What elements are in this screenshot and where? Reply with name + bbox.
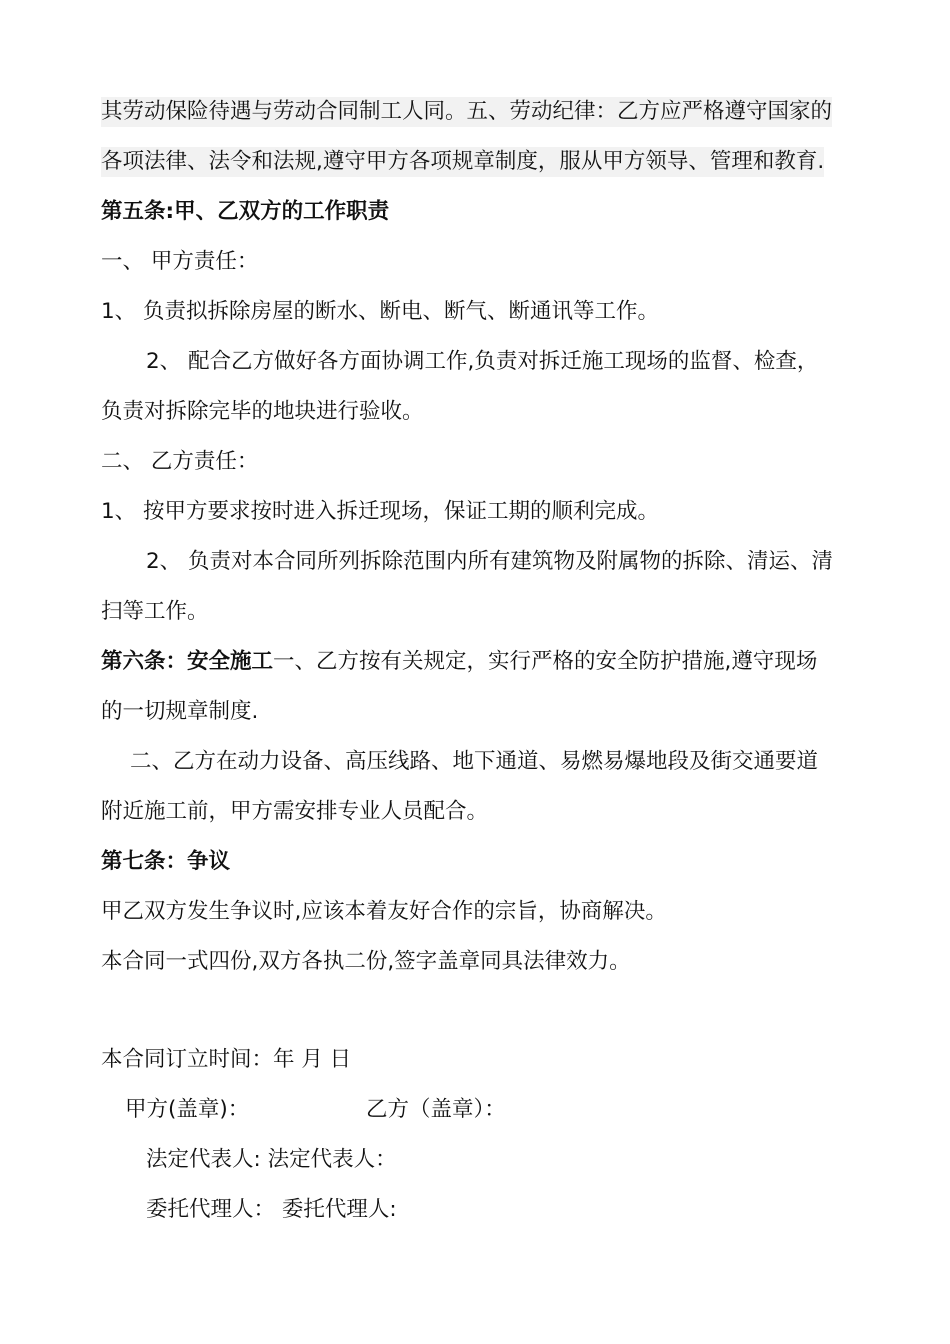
legal-representatives: 法定代表人: 法定代表人：	[146, 1147, 397, 1172]
party-a-seal: 甲方(盖章)：	[125, 1097, 250, 1122]
party-a-item-2: 2、 配合乙方做好各方面协调工作,负责对拆迁施工现场的监督、检查，	[146, 349, 819, 374]
article-6-clause-1: 一、乙方按有关规定，实行严格的安全防护措施,遵守现场	[273, 649, 818, 674]
party-a-item-2-continued: 负责对拆除完毕的地块进行验收。	[101, 399, 424, 424]
copies-clause: 本合同一式四份,双方各执二份,签字盖章同具法律效力。	[101, 949, 631, 974]
article-5-heading: 第五条:甲、乙双方的工作职责	[101, 199, 390, 224]
article-6-heading: 第六条：安全施工	[101, 649, 274, 674]
party-a-responsibility-heading: 一、 甲方责任：	[101, 249, 259, 274]
paragraph-line-2: 各项法律、法令和法规,遵守甲方各项规章制度，服从甲方领导、管理和教育.	[101, 147, 824, 177]
party-b-seal: 乙方（盖章）：	[366, 1097, 506, 1122]
party-b-item-2-continued: 扫等工作。	[101, 599, 209, 624]
article-6-line	[101, 647, 817, 677]
paragraph-line-1: 其劳动保险待遇与劳动合同制工人同。五、劳动纪律：乙方应严格遵守国家的	[101, 97, 832, 127]
article-6-clause-1-continued: 的一切规章制度.	[101, 699, 259, 724]
signing-date: 本合同订立时间：年 月 日	[101, 1047, 352, 1072]
party-a-item-1: 1、 负责拟拆除房屋的断水、断电、断气、断通讯等工作。	[101, 299, 660, 324]
article-6-clause-2: 二、乙方在动力设备、高压线路、地下通道、易燃易爆地段及街交通要道	[130, 749, 819, 774]
party-b-responsibility-heading: 二、 乙方责任：	[101, 449, 259, 474]
dispute-clause: 甲乙双方发生争议时,应该本着友好合作的宗旨，协商解决。	[101, 899, 667, 924]
authorized-agents: 委托代理人： 委托代理人:	[146, 1197, 397, 1222]
party-b-item-1: 1、 按甲方要求按时进入拆迁现场，保证工期的顺利完成。	[101, 499, 660, 524]
article-6-clause-2-continued: 附近施工前，甲方需安排专业人员配合。	[101, 799, 489, 824]
party-b-item-2: 2、 负责对本合同所列拆除范围内所有建筑物及附属物的拆除、清运、清	[146, 549, 834, 574]
article-7-heading: 第七条：争议	[101, 849, 231, 874]
